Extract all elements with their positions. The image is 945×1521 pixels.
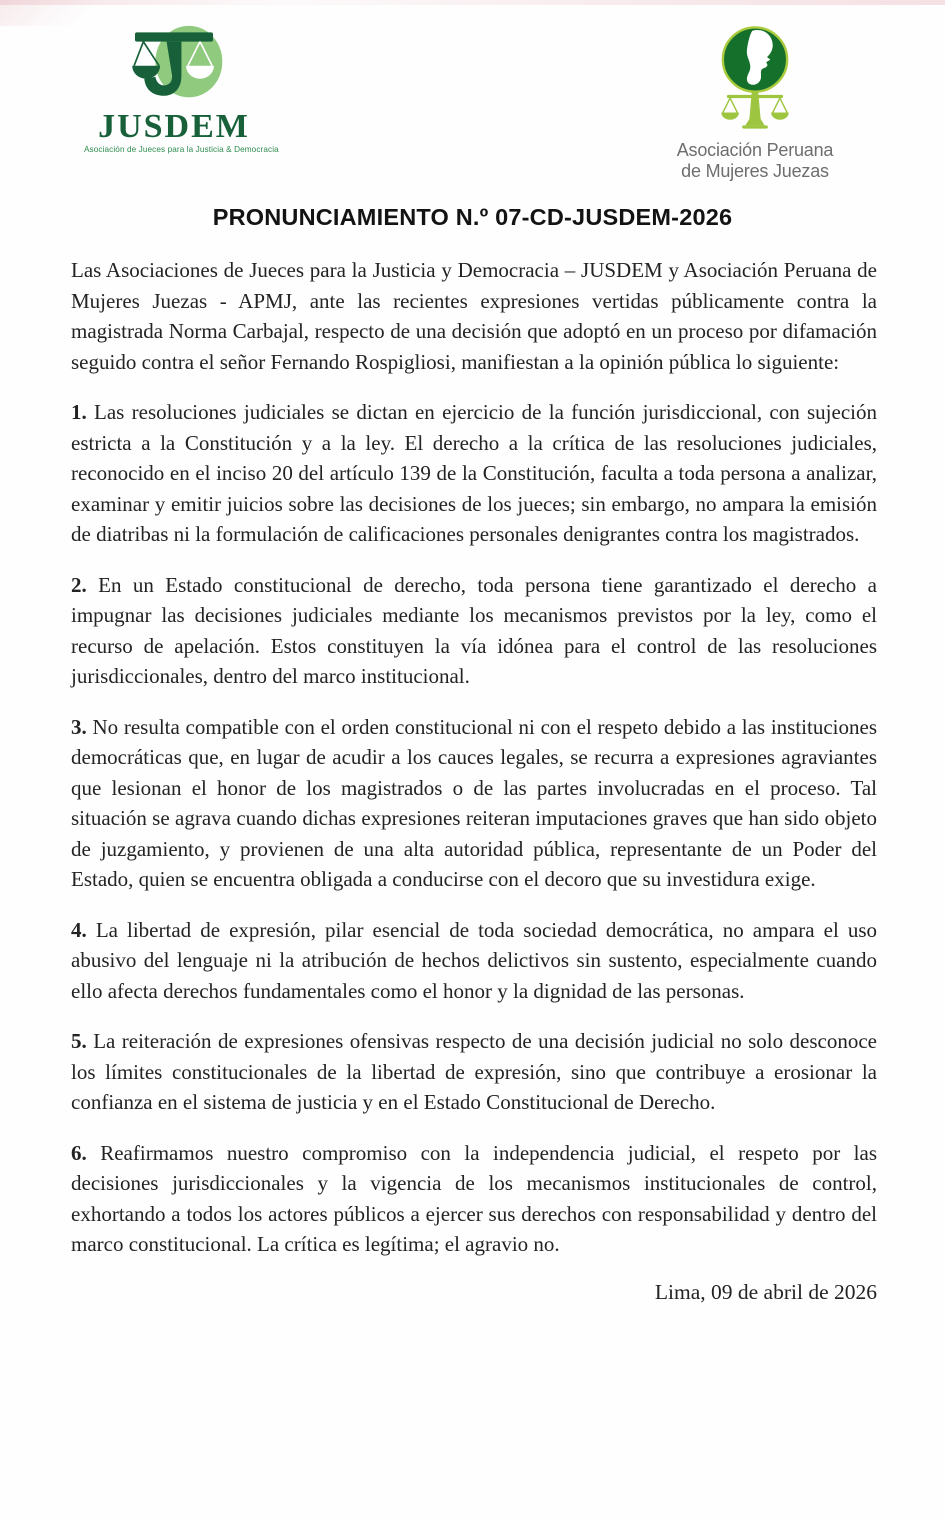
page-title: PRONUNCIAMIENTO N.º 07-CD-JUSDEM-2026: [212, 204, 733, 230]
jusdem-logo: [84, 24, 279, 154]
point-5-number: 5.: [71, 1029, 87, 1053]
point-2-text: En un Estado constitucional de derecho, toda persona tiene garantizado el derecho a impugnar las decisiones judiciales mediante los mecanismos previstos por la ley, como el recurso de apelación. Estos constituyen la vía idónea para el control de las resoluciones jurisdiccionales, dentro del marco institucional.: [71, 572, 877, 688]
point-5-text: La reiteración de expresiones ofensivas respecto de una decisión judicial no solo desconoce los límites constitucionales de la libertad de expresión, sino que contribuye a erosionar la confianza en el sistema de justicia y en el Estado Constitucional de Derecho.: [71, 1029, 877, 1114]
point-6: [71, 1138, 877, 1260]
point-5: [71, 1026, 877, 1118]
apmj-name-line1: Asociación Peruana: [676, 140, 834, 160]
point-3: [71, 712, 877, 895]
point-2-number: 2.: [71, 572, 87, 597]
point-1: [71, 397, 877, 550]
jusdem-wordmark: JUSDEM: [98, 108, 250, 145]
apmj-logo: [657, 24, 853, 182]
point-6-number: 6.: [71, 1140, 87, 1165]
apmj-name-line2: de Mujeres Juezas: [681, 161, 829, 181]
letterhead: [0, 0, 945, 181]
point-2: [71, 570, 877, 692]
intro-paragraph: Las Asociaciones de Jueces para la Justicia y Democracia – JUSDEM y Asociación Peruana de Mujeres Juezas - APMJ, ante las recientes expresiones vertidas públicamente contra la magistrada Norma Carbajal, respecto de una decisión que adoptó en un proceso por difamación seguido contra el señor Fernando Rospigliosi, manifiestan a la opinión pública lo siguiente:: [71, 258, 877, 374]
scan-artifact-top: [0, 0, 945, 5]
point-4-number: 4.: [71, 917, 87, 942]
apmj-name: [657, 140, 853, 182]
point-6-text: Reafirmamos nuestro compromiso con la independencia judicial, el respeto por las decisiones jurisdiccionales y la vigencia de los mecanismos institucionales de control, exhortando a todos los actores públicos a ejercer sus derechos con responsabilidad y dentro del marco constitucional. La crítica es legítima; el agravio no.: [71, 1140, 878, 1256]
point-4-text: La libertad de expresión, pilar esencial de toda sociedad democrática, no ampara el uso abusivo del lenguaje ni la atribución de hechos delictivos sin sustento, especialmente cuando ello afecta derechos fundamentales como el honor y la dignidad de las personas.: [71, 917, 877, 1003]
scan-artifact-corner: [0, 0, 130, 26]
jusdem-scales-monogram-icon: [122, 89, 226, 106]
point-4: [71, 915, 877, 1007]
point-3-number: 3.: [71, 714, 87, 739]
point-1-number: 1.: [71, 400, 87, 424]
point-3-text: No resulta compatible con el orden constitucional ni con el respeto debido a las instituciones democráticas que, en lugar de acudir a los cauces legales, se recurra a expresiones agraviantes que lesionan el honor de los magistrados o de las partes involucradas en el proceso. Tal situación se agrava cuando dichas expresiones reiteran imputaciones graves que han sido objeto de juzgamiento, y provienen de una alta autoridad pública, representante de un Poder del Estado, quien se encuentra obligada a conducirse con el decoro que su investidura exige.: [71, 714, 877, 891]
jusdem-tagline: Asociación de Jueces para la Justicia & Democracia: [84, 145, 279, 154]
woman-profile-scales-icon: [702, 119, 808, 136]
document-body: [71, 255, 877, 1305]
dateline: Lima, 09 de abril de 2026: [654, 1279, 877, 1304]
point-1-text: Las resoluciones judiciales se dictan en ejercicio de la función jurisdiccional, con sujeción estricta a la Constitución y a la ley. El derecho a la crítica de las resoluciones judiciales, reconocido en el inciso 20 del artículo 139 de la Constitución, faculta a toda persona a analizar, examinar y emitir juicios sobre las decisiones de los jueces; sin embargo, no ampara la emisión de diatribas ni la formulación de calificaciones personales denigrantes contra los magistrados.: [71, 400, 877, 546]
